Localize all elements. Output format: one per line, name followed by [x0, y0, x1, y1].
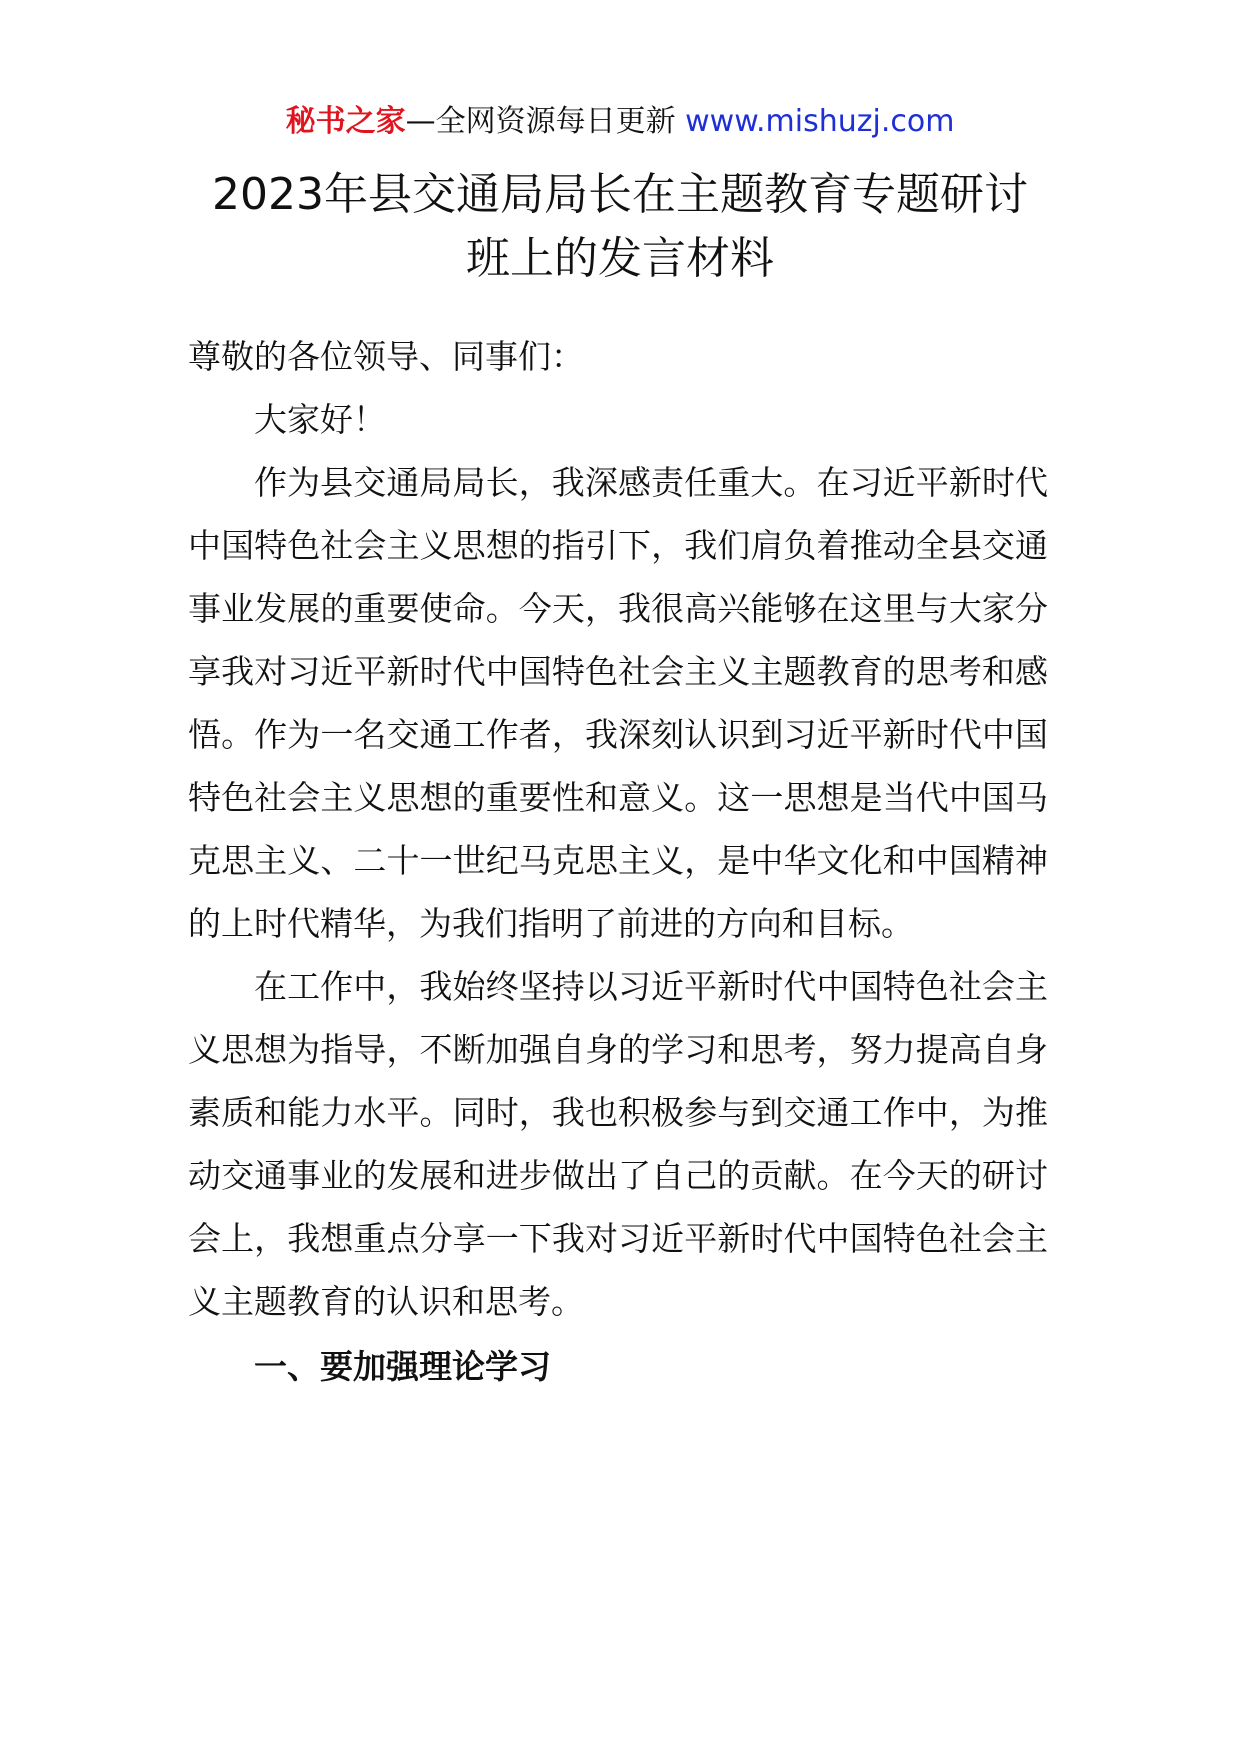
title-line-2: 班上的发言材料	[466, 233, 774, 284]
paragraph-1: 作为县交通局局长，我深感责任重大。在习近平新时代中国特色社会主义思想的指引下，我们肩负着推动全县交通事业发展的重要使命。今天，我很高兴能够在这里与大家分享我对习近平新时代中国特色社会主义主题教育的思考和感悟。作为一名交通工作者，我深刻认识到习近平新时代中国特色社会主义思想的重要性和意义。这一思想是当代中国马克思主义、二十一世纪马克思主义，是中华文化和中国精神的上时代精华，为我们指明了前进的方向和目标。	[188, 463, 1048, 943]
greeting: 大家好！	[254, 400, 386, 439]
brand-name: 秘书之家	[285, 104, 406, 139]
document-body	[188, 325, 1048, 1398]
title-line-1: 2023年县交通局局长在主题教育专题研讨	[212, 169, 1028, 220]
section-heading-1: 一、要加强理论学习	[254, 1347, 551, 1386]
banner-tagline: —全网资源每日更新	[405, 104, 676, 139]
paragraph-2: 在工作中，我始终坚持以习近平新时代中国特色社会主义思想为指导，不断加强自身的学习和思考，努力提高自身素质和能力水平。同时，我也积极参与到交通工作中，为推动交通事业的发展和进步做出了自己的贡献。在今天的研讨会上，我想重点分享一下我对习近平新时代中国特色社会主义主题教育的认识和思考。	[188, 967, 1048, 1321]
site-banner	[0, 100, 1240, 144]
document-title	[180, 163, 1060, 291]
site-url-link[interactable]: www.mishuzj.com	[685, 104, 955, 139]
salutation: 尊敬的各位领导、同事们：	[188, 337, 584, 376]
